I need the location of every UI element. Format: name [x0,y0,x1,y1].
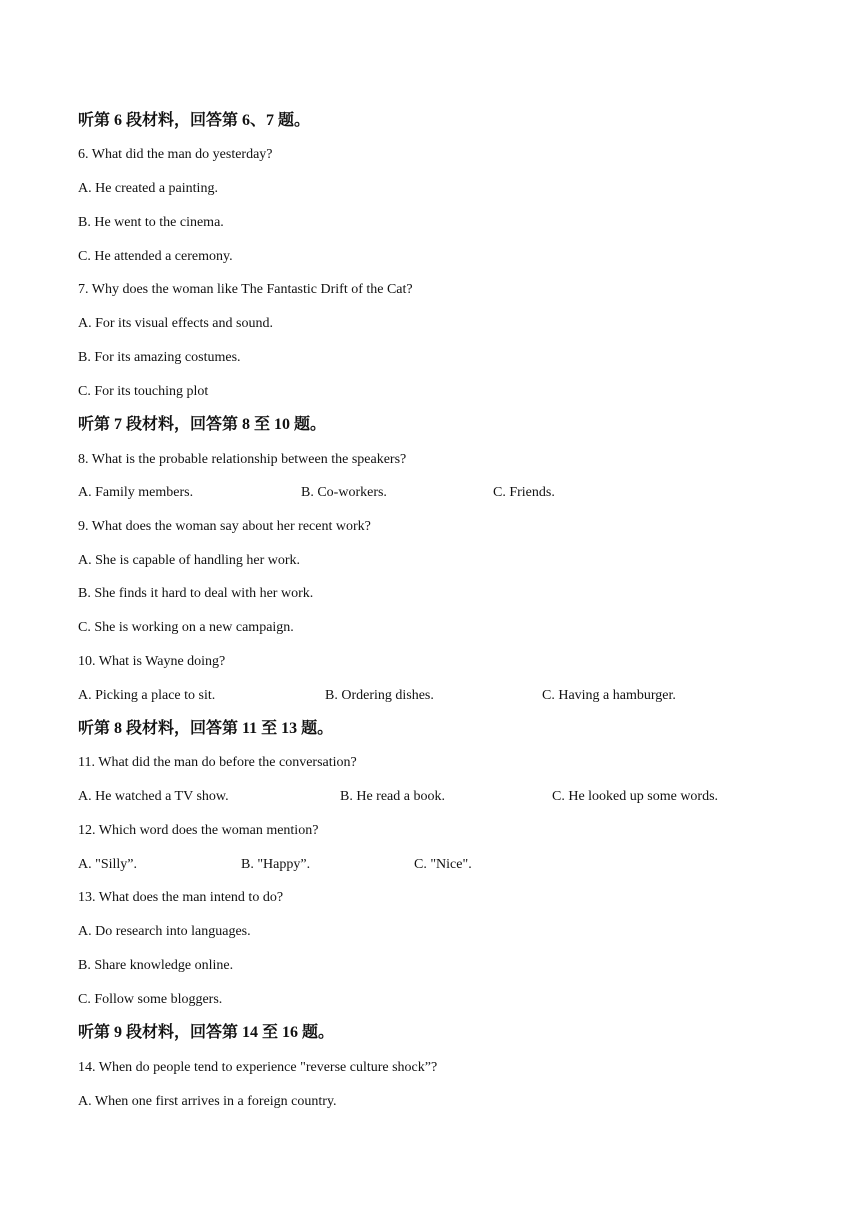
option-a: A. He created a painting. [78,181,218,196]
option-a: A. Do research into languages. [78,924,251,939]
option-b: B. He went to the cinema. [78,215,224,230]
section-heading: 听第 7 段材料，回答第 8 至 10 题。 [78,416,327,433]
option-c: C. For its touching plot [78,384,209,399]
question-stem: 13. What does the man intend to do? [78,890,284,905]
question-stem: 8. What is the probable relationship between the speakers? [78,452,407,467]
option-a: A. He watched a TV show. [78,789,229,804]
option-c: C. He looked up some words. [552,789,719,804]
question-stem: 12. Which word does the woman mention? [78,823,319,838]
option-a: A. "Silly”. [78,857,137,872]
option-c: C. Follow some bloggers. [78,992,223,1007]
option-a: A. She is capable of handling her work. [78,553,300,568]
option-b: B. She finds it hard to deal with her work. [78,586,314,601]
option-a: A. Family members. [78,485,194,500]
option-b: B. "Happy”. [241,857,311,872]
option-b: B. Co-workers. [301,485,387,500]
question-stem: 6. What did the man do yesterday? [78,147,273,162]
option-c: C. She is working on a new campaign. [78,620,294,635]
option-b: B. Ordering dishes. [325,688,434,703]
option-a: A. For its visual effects and sound. [78,316,273,331]
question-stem: 10. What is Wayne doing? [78,654,226,669]
option-b: B. He read a book. [340,789,445,804]
section-heading: 听第 9 段材料，回答第 14 至 16 题。 [78,1024,335,1041]
question-stem: 9. What does the woman say about her recent work? [78,519,371,534]
option-c: C. Having a hamburger. [542,688,676,703]
option-b: B. For its amazing costumes. [78,350,241,365]
option-b: B. Share knowledge online. [78,958,234,973]
option-c: C. Friends. [493,485,555,500]
option-c: C. "Nice". [414,857,472,872]
option-a: A. When one first arrives in a foreign country. [78,1094,337,1109]
question-stem: 11. What did the man do before the conversation? [78,755,357,770]
question-stem: 7. Why does the woman like The Fantastic Drift of the Cat? [78,282,413,297]
option-c: C. He attended a ceremony. [78,249,233,264]
option-a: A. Picking a place to sit. [78,688,216,703]
section-heading: 听第 8 段材料，回答第 11 至 13 题。 [78,720,334,737]
question-stem: 14. When do people tend to experience "reverse culture shock”? [78,1060,438,1075]
section-heading: 听第 6 段材料，回答第 6、7 题。 [78,112,311,129]
